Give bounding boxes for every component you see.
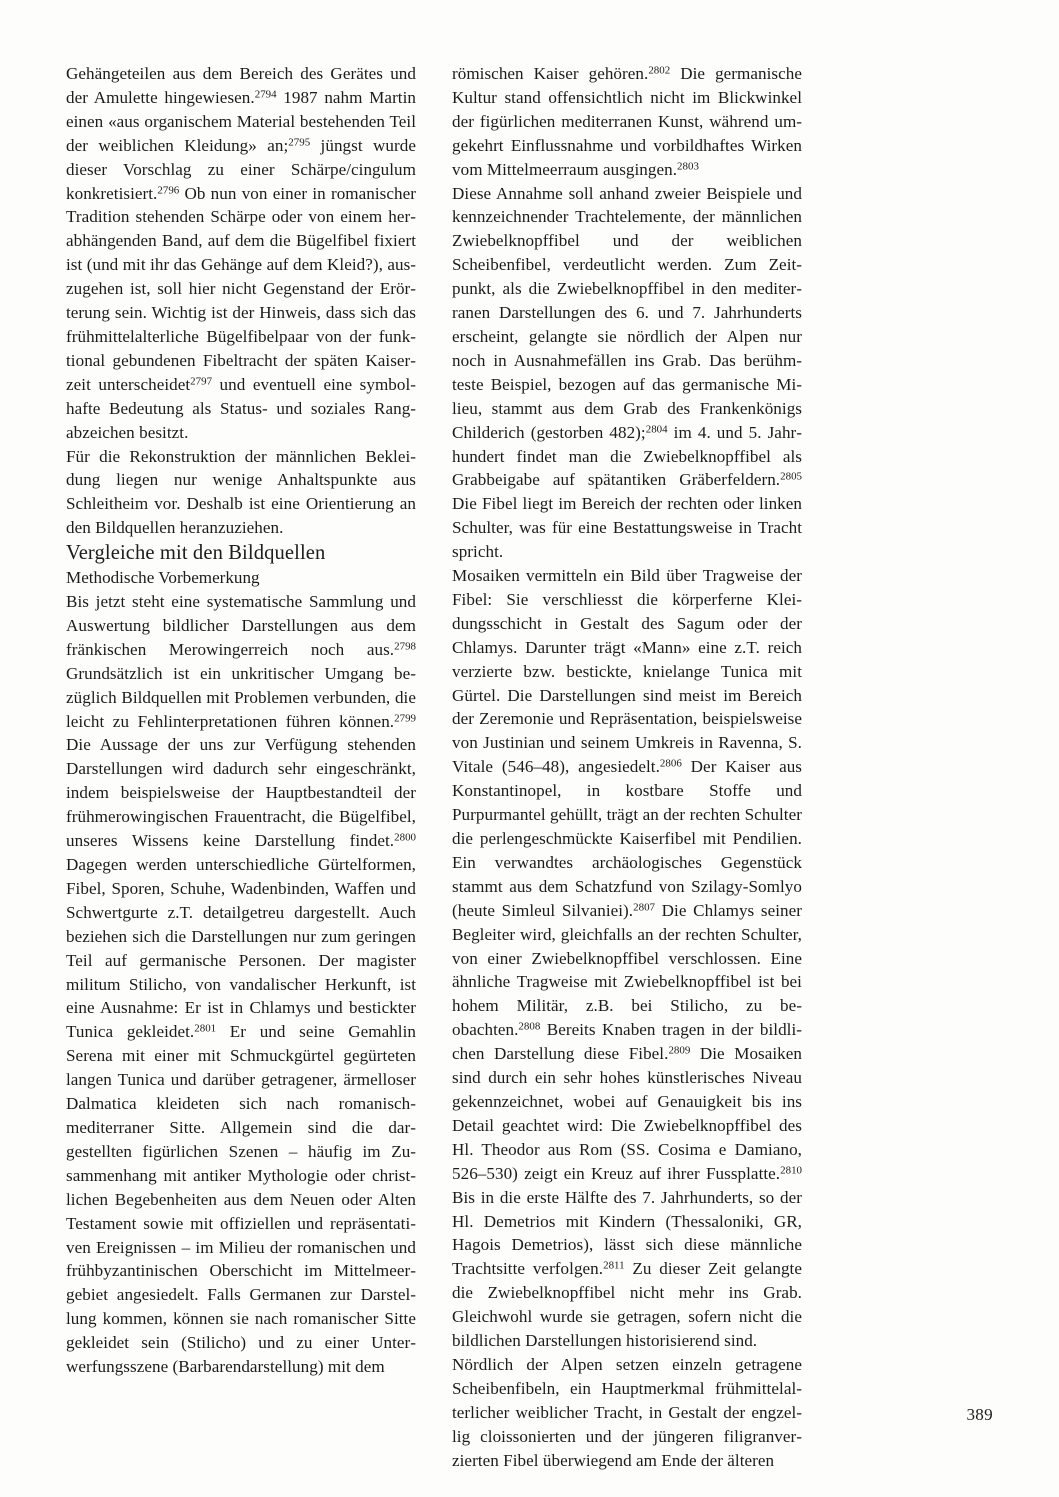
footnote-marker: 2798 [394, 640, 416, 653]
paragraph: römischen Kaiser gehören.$^{2802}$ Die germanische Kultur stand offensichtlich nicht im Blickwinkel der figürlichen mediterranen Kunst, während umgekehrt Einflussnahme und vorbildhaftes Wirken vom Mittelmeerraum ausgingen.$^{2803}$ [452, 64, 802, 179]
footnote-marker: 2805 [780, 470, 802, 483]
footnote-marker: 2808 [518, 1020, 541, 1033]
paragraph: Bis jetzt steht eine systematische Sammlung und Auswertung bildlicher Darstellungen aus dem fränkischen Merowingerreich noch aus.$^{2798}$ Grundsätzlich ist ein unkritischer Umgang bezüglich Bildquellen mit Problemen verbunden, die leicht zu Fehlinterpretationen führen können.$^{2799}$ Die Aussage der uns zur Verfügung stehenden Darstellungen wird dadurch sehr eingeschränkt, indem beispielsweise der Hauptbestandteil der frühmerowingischen Frauentracht, die Bügelfibel, unseres Wissens keine Darstellung findet.$^{2800}$ Dagegen werden unterschiedliche Gürtelformen, Fibel, Sporen, Schuhe, Wadenbinden, Waffen und Schwertgurte z.T. detailgetreu dargestellt. Auch beziehen sich die Darstellungen nur zum geringen Teil auf germanische Personen. Der magister militum Stilicho, von vandalischer Herkunft, ist eine Ausnahme: Er ist in Chlamys und bestickter Tunica gekleidet.$^{2801}$ Er und seine Gemahlin Serena mit einer mit Schmuckgürtel gegürteten langen Tunica und darüber getragener, ärmelloser Dalmatica kleideten sich nach romanisch-mediterraner Sitte. Allgemein sind die dargestellten figürlichen Szenen – häufig im Zusammenhang mit antiker Mythologie oder christlichen Begebenheiten aus dem Neuen oder Alten Testament sowie mit offiziellen und repräsentativen Ereignissen – im Milieu der romanischen und frühbyzantinischen Oberschicht im Mittelmeergebiet angesiedelt. Falls Germanen zur Darstellung kommen, können sie nach romanischer Sitte gekleidet sein (Stilicho) und zu einer Unterwerfungsszene (Barbarendarstellung) mit dem [66, 592, 416, 1377]
sub-heading: Methodische Vorbemerkung [66, 568, 260, 588]
footnote-marker: 2807 [633, 901, 655, 914]
footnote-marker: 2799 [394, 711, 416, 724]
footnote-marker: 2810 [780, 1164, 802, 1176]
footnote-marker: 2795 [288, 136, 311, 149]
footnote-marker: 2806 [659, 757, 682, 770]
footnote-marker: 2796 [157, 183, 180, 196]
page-number: 389 [966, 1405, 993, 1424]
footnote-marker: 2802 [648, 64, 671, 77]
right-column [452, 62, 803, 1470]
footnote-marker: 2803 [677, 159, 699, 172]
paragraph: Für die Rekonstruktion der männlichen Bekleidung liegen nur wenige Anhaltspunkte aus Schleitheim vor. Deshalb ist eine Orientierung an den Bildquellen heranzuziehen. [66, 446, 416, 538]
paragraph: Mosaiken vermitteln ein Bild über Tragweise der Fibel: Sie verschliesst die körperferne Kleidungsschicht in Gestalt des Sagum oder der Chlamys. Darunter trägt «Mann» eine z.T. reich verzierte bzw. bestickte, knielange Tunica mit Gürtel. Die Darstellungen sind meist im Bereich der Zeremonie und Repräsentation, beispielsweise von Justinian und seinem Umkreis in Ravenna, S. Vitale (546–48), angesiedelt.$^{2806}$ Der Kaiser aus Konstantinopel, in kostbare Stoffe und Purpurmantel gehüllt, trägt an der rechten Schulter die perlengeschmückte Kaiserfibel mit Pendilien. Ein verwandtes archäologisches Gegenstück stammt aus dem Schatzfund von Szilagy-Somlyo (heute Simleul Silvaniei).$^{2807}$ Die Chlamys seiner Begleiter wird, gleichfalls an der rechten Schulter, von einer Zwiebelknopffibel verschlossen. Eine ähnliche Tragweise mit Zwiebelknopffibel ist bei hohem Militär, z.B. bei Stilicho, zu beobachten.$^{2808}$ Bereits Knaben tragen in der bildlichen Darstellung diese Fibel.$^{2809}$ Die Mosaiken sind durch ein sehr hohes künstlerisches Niveau gekennzeichnet, wobei auf Genauigkeit bis ins Detail geachtet wird: Die Zwiebelknopffibel des Hl. Theodor aus Rom (SS. Cosima e Damiano, 526–530) zeigt ein Kreuz auf ihrer Fussplatte.$^{2810}$ Bis in die erste Hälfte des 7. Jahrhunderts, so der Hl. Demetrios mit Kindern (Thessaloniki, GR, Hagois Demetrios), lässt sich diese männliche Trachtsitte verfolgen.$^{2811}$ Zu dieser Zeit gelangte die Zwiebelknopffibel nicht mehr ins Grab. Gleichwohl wurde sie getragen, sofern nicht die bildlichen Darstellungen historisierend sind. [452, 566, 803, 1351]
footnote-marker: 2800 [394, 831, 416, 844]
paragraph: Gehängeteilen aus dem Bereich des Gerätes und der Amulette hingewiesen.$^{2794}$ 1987 nahm Martin einen «aus organischem Material bestehenden Teil der weiblichen Kleidung» an;$^{2795}$ jüngst wurde dieser Vorschlag zu einer Schärpe/cingulum konkretisiert.$^{2796}$ Ob nun von einer in romanischer Tradition stehenden Schärpe oder von einem herabhängenden Band, auf dem die Bügelfibel fixiert ist (und mit ihr das Gehänge auf dem Kleid?), auszugehen ist, soll hier nicht Gegenstand der Erörterung sein. Wichtig ist der Hinweis, dass sich das frühmittelalterliche Bügelfibelpaar von der funktional gebundenen Fibeltracht der späten Kaiserzeit unterscheidet$^{2797}$ und eventuell eine symbolhafte Bedeutung als Status- und soziales Rangabzeichen besitzt. [66, 64, 417, 442]
footnote-marker: 2804 [645, 422, 668, 435]
paragraph: Diese Annahme soll anhand zweier Beispiele und kennzeichnender Trachtelemente, der männlichen Zwiebelknopffibel und der weiblichen Scheibenfibel, verdeutlicht werden. Zum Zeitpunkt, als die Zwiebelknopffibel in den mediterranen Darstellungen des 6. und 7. Jahrhunderts erscheint, gelangte sie nördlich der Alpen nur noch in Ausnahmefällen ins Grab. Das berühmteste Beispiel, bezogen auf das germanische Milieu, stammt aus dem Grab des Frankenkönigs Childerich (gestorben 482);$^{2804}$ im 4. und 5. Jahrhundert findet man die Zwiebelknopffibel als Grabbeigabe auf spätantiken Gräberfeldern.$^{2805}$ Die Fibel liegt im Bereich der rechten oder linken Schulter, was für eine Bestattungsweise in Tracht spricht. [452, 183, 802, 562]
paragraph: Nördlich der Alpen setzen einzeln getragene Scheibenfibeln, ein Hauptmerkmal frühmittelalterlicher weiblicher Tracht, in Gestalt der engzellig cloissonierten und der jüngeren filigranverzierten Fibel überwiegend am Ende der älteren [452, 1354, 802, 1470]
text-columns [66, 62, 803, 1470]
footnote-marker: 2794 [254, 88, 277, 101]
section-heading: Vergleiche mit den Bildquellen [66, 542, 326, 565]
footnote-marker: 2809 [668, 1044, 691, 1057]
footnote-marker: 2797 [190, 375, 213, 388]
left-column [66, 62, 417, 1377]
footnote-marker: 2811 [603, 1259, 625, 1272]
footnote-marker: 2801 [194, 1022, 217, 1035]
